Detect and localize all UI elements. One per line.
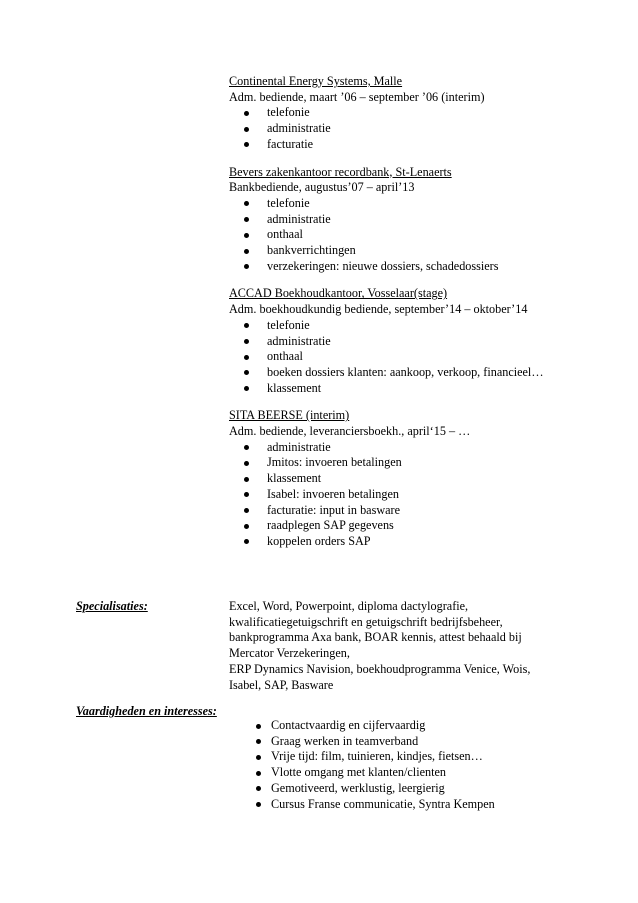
job-task-text: klassement [267,471,322,486]
job-task-text: boeken dossiers klanten: aankoop, verkoop, financieel… [267,364,544,379]
job-task-text: administratie [267,211,331,226]
job-task [229,212,609,228]
job-task-list [229,440,609,550]
job-task [229,334,609,350]
bullet-icon [244,355,249,360]
job-task [229,503,609,519]
job-task-text: administratie [267,439,331,454]
bullet-icon [244,386,249,391]
job-role: Bankbediende, augustus’07 – april’13 [229,180,415,195]
specialisaties-line: ERP Dynamics Navision, boekhoudprogramma Venice, Wois, [229,661,531,676]
job-task-text: telefonie [267,105,310,120]
bullet-icon [244,264,249,269]
bullet-icon [244,217,249,222]
bullet-icon [244,524,249,529]
job-task-text: facturatie: input in basware [267,502,400,517]
work-experience-list [229,74,609,562]
job-task [229,259,609,275]
bullet-icon [244,233,249,238]
job-task-text: Jmitos: invoeren betalingen [267,455,402,470]
bullet-icon [256,755,261,760]
job-task [229,440,609,456]
job-entry [229,408,609,549]
job-task [229,518,609,534]
job-task [229,318,609,334]
job-task-text: verzekeringen: nieuwe dossiers, schadedossiers [267,258,499,273]
job-role: Adm. bediende, leveranciersboekh., april‘15 – … [229,424,471,439]
job-task [229,487,609,503]
job-task-text: facturatie [267,136,314,151]
specialisaties-line: Isabel, SAP, Basware [229,677,334,692]
bullet-icon [244,111,249,116]
job-task-list [229,196,609,275]
skill-text: Vrije tijd: film, tuinieren, kindjes, fietsen… [271,749,483,764]
job-task-text: onthaal [267,349,303,364]
job-task-text: koppelen orders SAP [267,533,371,548]
skill-item [235,718,595,734]
job-task [229,471,609,487]
bullet-icon [244,508,249,513]
bullet-icon [256,739,261,744]
job-entry [229,74,609,153]
job-task [229,105,609,121]
bullet-icon [256,786,261,791]
job-task [229,137,609,153]
skill-text: Contactvaardig en cijfervaardig [271,718,426,732]
job-task-text: administratie [267,121,331,136]
job-task [229,243,609,259]
bullet-icon [244,492,249,497]
skill-item [235,749,595,765]
job-task [229,381,609,397]
bullet-icon [244,539,249,544]
bullet-icon [244,323,249,328]
job-task-text: telefonie [267,317,310,332]
job-task [229,227,609,243]
skill-item [235,734,595,750]
job-company: Continental Energy Systems, Malle [229,74,403,88]
job-company: Bevers zakenkantoor recordbank, St-Lenaerts [229,164,452,179]
job-task-text: bankverrichtingen [267,243,356,258]
skill-item [235,797,595,813]
skill-item [235,765,595,781]
job-company: SITA BEERSE (interim) [229,408,350,423]
job-company: ACCAD Boekhoudkantoor, Vosselaar(stage) [229,286,448,301]
bullet-icon [244,249,249,254]
job-task [229,365,609,381]
skill-text: Cursus Franse communicatie, Syntra Kempen [271,796,495,811]
job-task-list [229,318,609,397]
skill-text: Vlotte omgang met klanten/clienten [271,765,446,780]
bullet-icon [244,370,249,375]
job-task-text: raadplegen SAP gegevens [267,518,394,533]
job-task [229,349,609,365]
skills-bullet-list [235,718,595,812]
job-role: Adm. boekhoudkundig bediende, september’14 – oktober’14 [229,302,528,317]
bullet-icon [244,339,249,344]
job-task [229,534,609,550]
job-task-text: onthaal [267,227,303,242]
bullet-icon [244,445,249,450]
job-task-text: Isabel: invoeren betalingen [267,486,399,501]
bullet-icon [256,724,261,729]
bullet-icon [256,771,261,776]
job-role: Adm. bediende, maart ’06 – september ’06 (interim) [229,89,485,104]
bullet-icon [244,201,249,206]
job-task [229,121,609,137]
job-task-text: klassement [267,380,322,395]
bullet-icon [244,127,249,132]
bullet-icon [244,142,249,147]
bullet-icon [244,461,249,466]
specialisaties-heading: Specialisaties: [76,599,148,613]
specialisaties-text [229,599,569,693]
vaardigheden-list [235,718,595,812]
specialisaties-line: bankprogramma Axa bank, BOAR kennis, attest behaald bij [229,630,522,645]
specialisaties-line: kwalificatiegetuigschrift en getuigschrift bedrijfsbeheer, [229,614,503,629]
job-task-list [229,105,609,152]
skill-text: Gemotiveerd, werklustig, leergierig [271,780,445,795]
vaardigheden-heading: Vaardigheden en interesses: [76,704,217,718]
job-task [229,196,609,212]
specialisaties-line: Mercator Verzekeringen, [229,646,350,661]
skill-text: Graag werken in teamverband [271,733,419,748]
job-entry [229,286,609,396]
job-task [229,455,609,471]
job-task-text: telefonie [267,195,310,210]
specialisaties-line: Excel, Word, Powerpoint, diploma dactylografie, [229,599,469,613]
bullet-icon [244,477,249,482]
job-task-text: administratie [267,333,331,348]
job-entry [229,165,609,275]
bullet-icon [256,802,261,807]
skill-item [235,781,595,797]
